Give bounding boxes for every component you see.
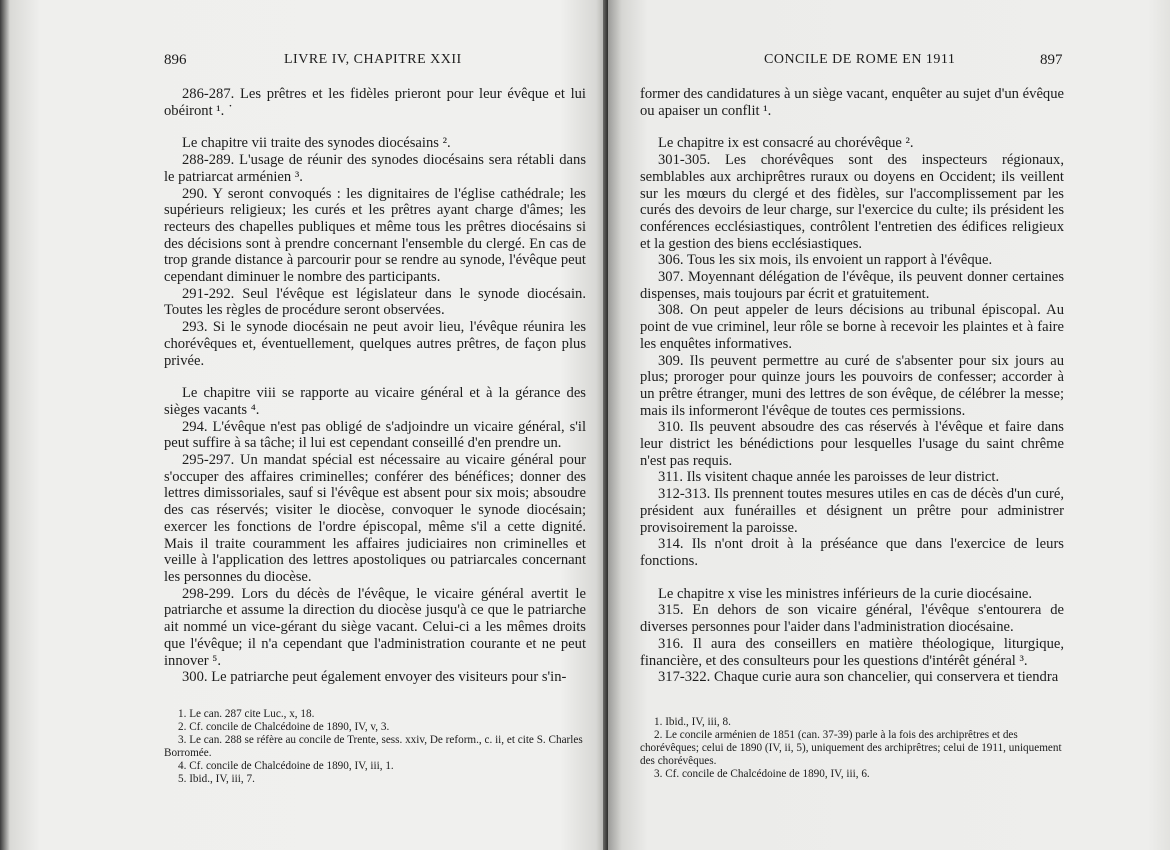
body-text-left	[164, 86, 586, 686]
paragraph: Le chapitre x vise les ministres inférieurs de la curie diocésaine.	[658, 585, 1033, 602]
footnote: 5. Ibid., IV, iii, 7.	[178, 773, 255, 785]
paragraph: 314. Ils n'ont droit à la préséance que dans l'exercice de leurs fonctions.	[640, 536, 1064, 569]
footnotes-right	[640, 716, 1064, 781]
footnote: 2. Cf. concile de Chalcédoine de 1890, IV, v, 3.	[178, 721, 390, 733]
paragraph: 316. Il aura des conseillers en matière théologique, liturgique, financière, et des consulteurs pour les questions d'intérêt général ³.	[640, 635, 1064, 669]
paragraph: 315. En dehors de son vicaire général, l'évêque s'entourera de diverses personnes pour l'aider dans l'administration diocésaine.	[640, 602, 1064, 636]
running-head-left: LIVRE IV, CHAPITRE XXII	[284, 52, 462, 67]
footnote: 3. Cf. concile de Chalcédoine de 1890, IV, iii, 6.	[654, 768, 870, 780]
footnote: 1. Le can. 287 cite Luc., x, 18.	[178, 708, 315, 720]
paragraph: 301-305. Les chorévêques sont des inspecteurs régionaux, semblables aux archiprêtres ruraux ou doyens en Occident; ils veillent sur les mœurs du clergé et des fidèles, sur l'accomplissement par les curés des devoirs de leur charge, sur l'exercice du culte; ils président les conférences ecclésiastiques, contrôlent l'entretien des édifices religieux et la gestion des biens ecclésiastiques.	[640, 152, 1064, 252]
paragraph: 290. Y seront convoqués : les dignitaires de l'église cathédrale; les supérieurs religieux; les curés et les prêtres ayant charge d'âmes; les recteurs des chapelles publiques et même tous les prêtres diocésains si des décisions sont à prendre concernant l'ensemble du clergé. En cas de trop grande distance à parcourir pour se rendre au synode, l'évêque peut cependant diminuer le nombre des participants.	[164, 185, 586, 286]
body-text-right	[640, 86, 1064, 686]
paragraph: 298-299. Lors du décès de l'évêque, le vicaire général avertit le patriarche et assume la direction du diocèse jusqu'à ce que le patriarche ait nommé un vice-gérant du siège vacant. Celui-ci a les mêmes droits que l'évêque; il n'a cependant que l'administration courante et ne peut innover ⁵.	[164, 585, 586, 669]
paragraph: Le chapitre viii se rapporte au vicaire général et à la gérance des sièges vacants ⁴.	[164, 385, 586, 418]
paragraph: 308. On peut appeler de leurs décisions au tribunal épiscopal. Au point de vue criminel, leur rôle se borne à recevoir les plaintes et à faire les enquêtes informatives.	[640, 302, 1064, 352]
paragraph: 288-289. L'usage de réunir des synodes diocésains sera rétabli dans le patriarcat arménien ³.	[164, 152, 586, 185]
paragraph: 291-292. Seul l'évêque est législateur dans le synode diocésain. Toutes les règles de procédure seront observées.	[164, 285, 586, 319]
footnote: 1. Ibid., IV, iii, 8.	[654, 716, 731, 728]
footnote: 3. Le can. 288 se réfère au concile de Trente, sess. xxiv, De reform., c. ii, et cite S. Charles Borromée.	[164, 734, 583, 759]
paragraph: Le chapitre ix est consacré au chorévêque ².	[658, 135, 914, 152]
page-number-left: 896	[164, 52, 187, 68]
footnote: 4. Cf. concile de Chalcédoine de 1890, IV, iii, 1.	[178, 760, 394, 772]
paragraph: 286-287. Les prêtres et les fidèles prieront pour leur évêque et lui obéiront ¹. ˙	[164, 86, 586, 119]
paragraph: 295-297. Un mandat spécial est nécessaire au vicaire général pour s'occuper des affaires criminelles; conférer des bénéfices; donner des lettres dimissoriales, sauf si l'évêque est absent pour six mois; absoudre des cas réservés; visiter le diocèse, convoquer le synode diocésain; exercer les fonctions de l'ordre épiscopal, même s'il a cette dignité. Mais il traite couramment les affaires judiciaires non criminelles et veille à l'application des lettres apostoliques ou patriarcales concernant les personnes du diocèse.	[164, 452, 586, 585]
paragraph: 307. Moyennant délégation de l'évêque, ils peuvent donner certaines dispenses, mais toujours par écrit et gratuitement.	[640, 269, 1064, 302]
running-head-right: CONCILE DE ROME EN 1911	[764, 52, 956, 67]
paragraph: 317-322. Chaque curie aura son chancelier, qui conservera et tiendra	[658, 669, 1059, 686]
paragraph: 309. Ils peuvent permettre au curé de s'absenter pour six jours au plus; proroger pour quinze jours les pouvoirs de confesser; accorder à un prêtre étranger, muni des lettres de son évêque, de célébrer la messe; mais ils informeront l'évêque de toutes ces permissions.	[640, 352, 1064, 419]
right-page	[608, 0, 1170, 850]
paragraph: 311. Ils visitent chaque année les paroisses de leur district.	[658, 469, 1000, 486]
paragraph: 312-313. Ils prennent toutes mesures utiles en cas de décès d'un curé, président aux funérailles et désignent un prêtre pour administrer provisoirement la paroisse.	[640, 486, 1064, 536]
paragraph: 306. Tous les six mois, ils envoient un rapport à l'évêque.	[658, 252, 993, 269]
paragraph: 293. Si le synode diocésain ne peut avoir lieu, l'évêque réunira les chorévêques et, éventuellement, quelques autres prêtres, de façon plus privée.	[164, 319, 586, 369]
paragraph: 294. L'évêque n'est pas obligé de s'adjoindre un vicaire général, s'il peut suffire à sa tâche; il lui est cependant conseillé d'en prendre un.	[164, 418, 586, 452]
paragraph: 300. Le patriarche peut également envoyer des visiteurs pour s'in-	[182, 669, 567, 686]
paragraph: Le chapitre vii traite des synodes diocésains ².	[182, 135, 451, 152]
paragraph: 310. Ils peuvent absoudre des cas réservés à l'évêque et faire dans leur district les bénédictions pour lesquelles l'usage du saint chrême n'est pas requis.	[640, 419, 1064, 469]
page-number-right: 897	[1040, 52, 1063, 68]
footnotes-left	[164, 708, 586, 786]
footnote: 2. Le concile arménien de 1851 (can. 37-39) parle à la fois des archiprêtres et des chorévêques; celui de 1890 (IV, ii, 5), uniquement des archiprêtres; celui de 1911, uniquement des chorévêques.	[640, 729, 1062, 767]
paragraph: former des candidatures à un siège vacant, enquêter au sujet d'un évêque ou apaiser un conflit ¹.	[640, 86, 1064, 119]
